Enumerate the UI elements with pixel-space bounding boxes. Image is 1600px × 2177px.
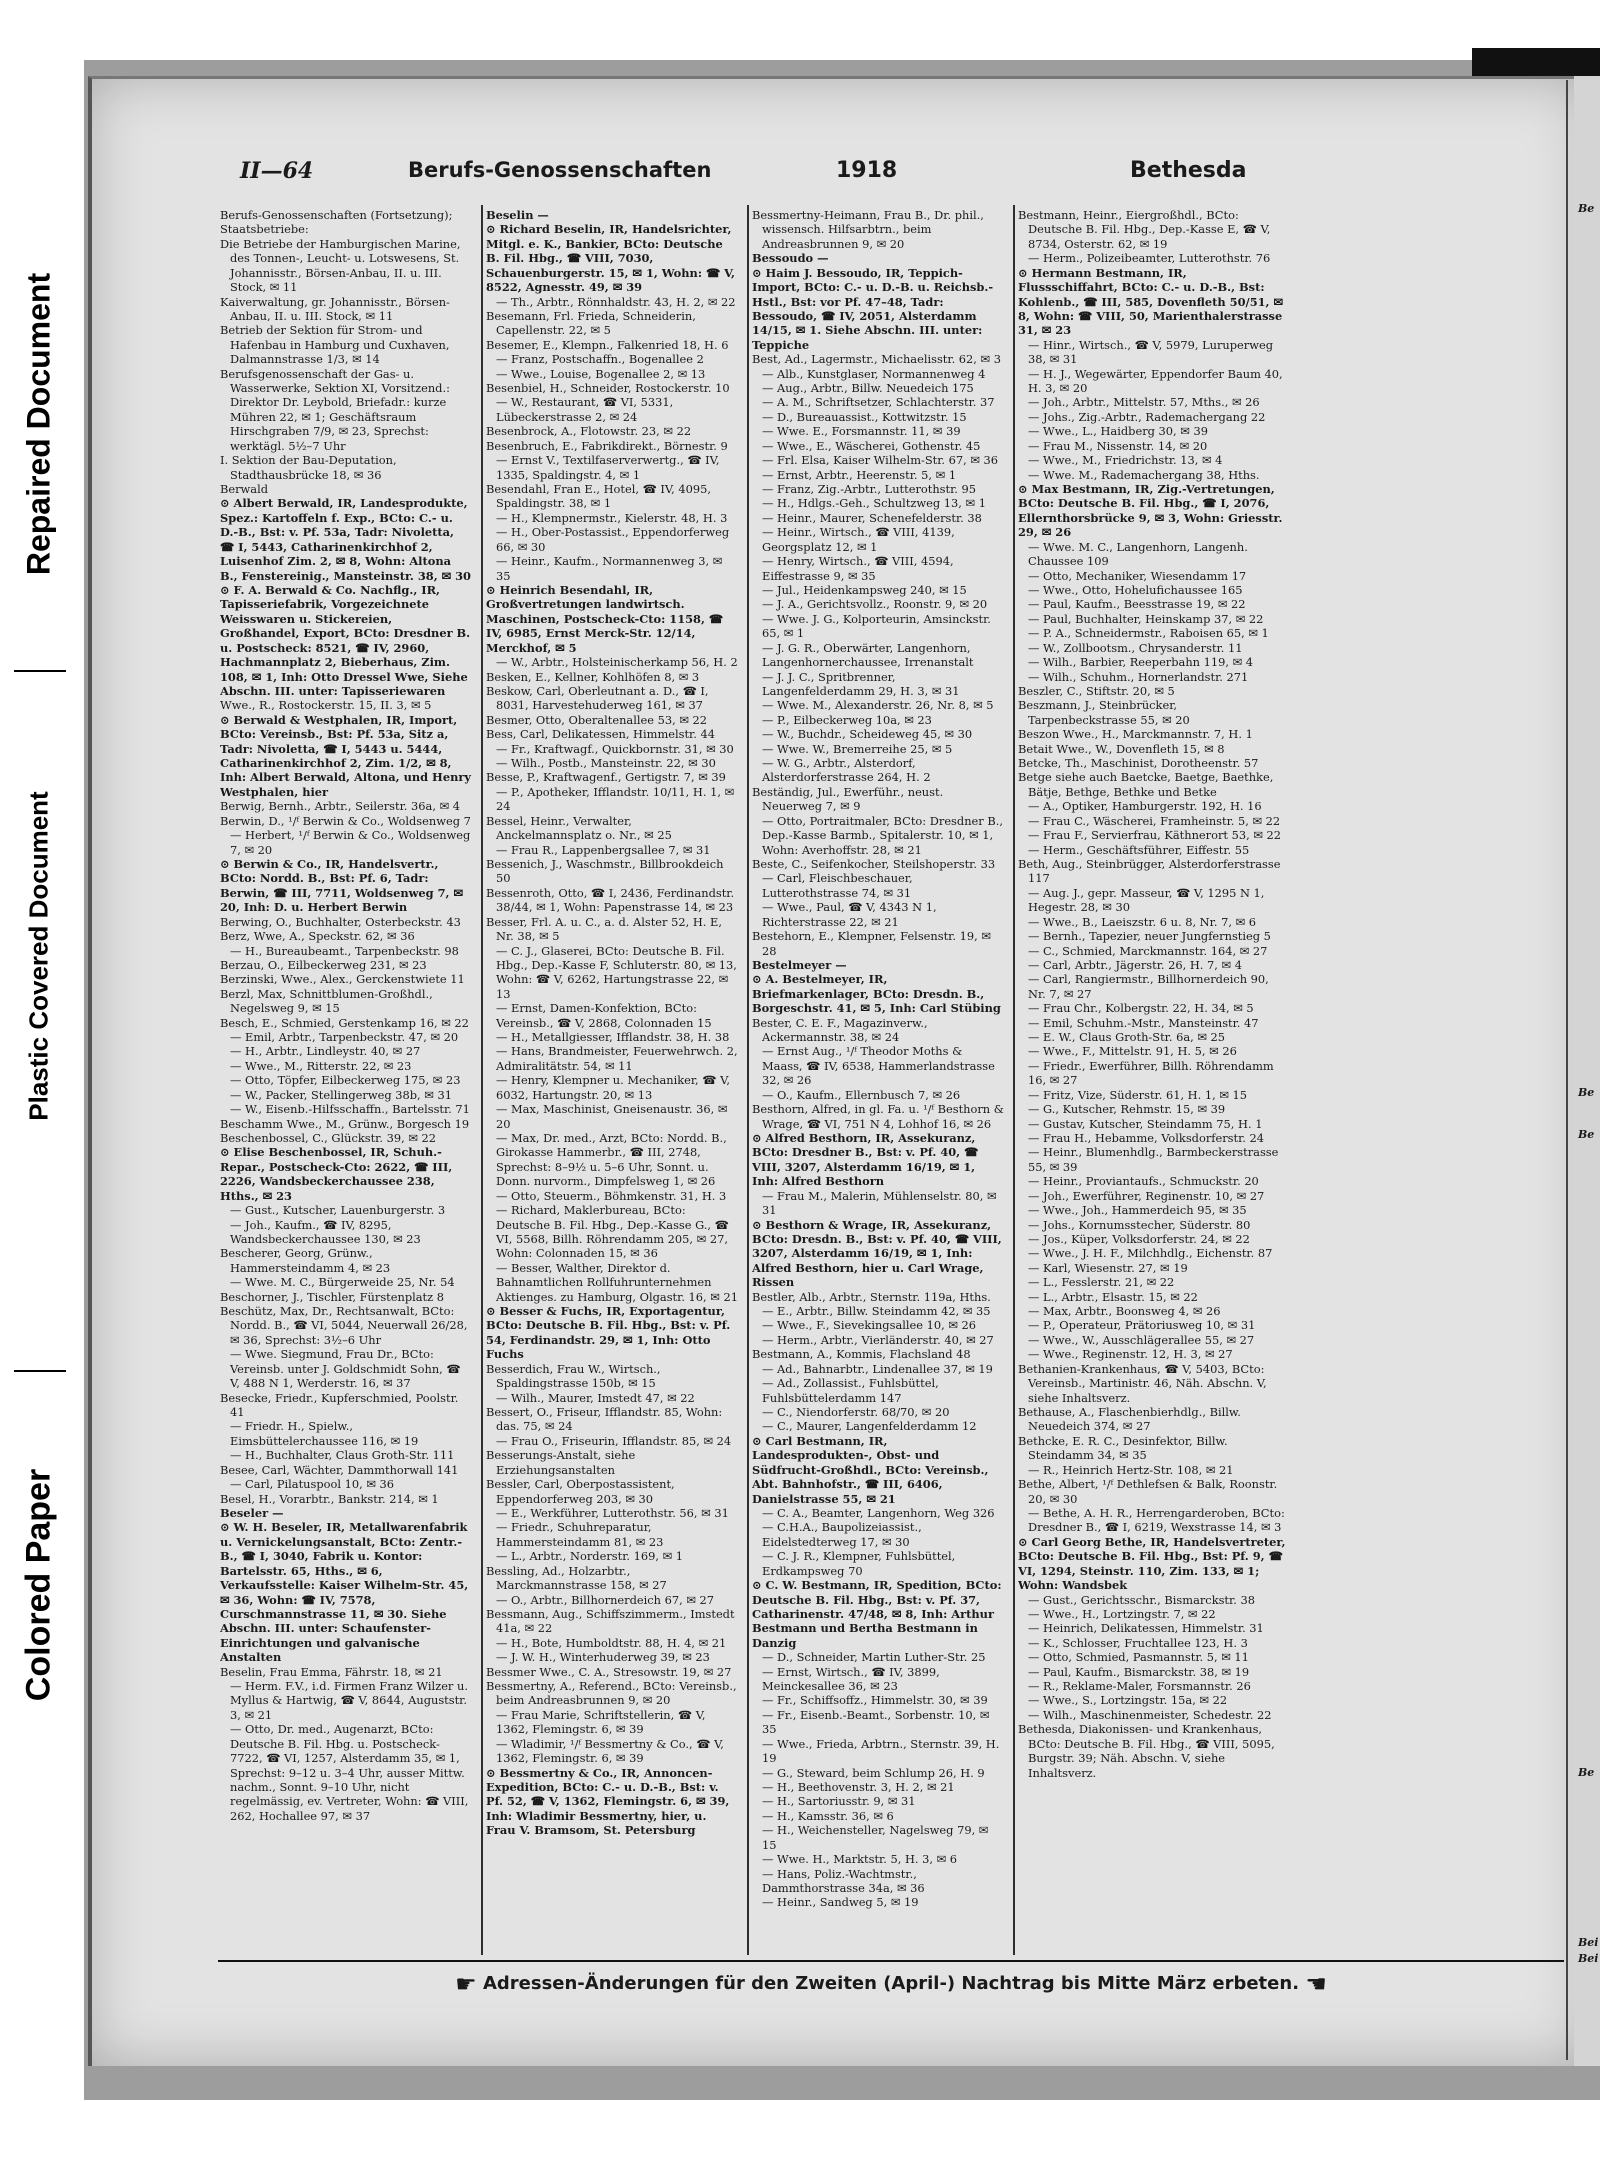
footer-notice <box>218 1970 1564 1998</box>
directory-entry: Bessler, Carl, Oberpostassistent, Eppendorferweg 203, ✉ 30 <box>486 1477 675 1506</box>
directory-entry: — Herm., Polizeibeamter, Lutterothstr. 76 <box>1028 251 1271 266</box>
directory-entry: — J. J. C., Spritbrenner, Langenfelderdamm 29, H. 3, ✉ 31 <box>762 669 960 698</box>
directory-entry: — H., Kamsstr. 36, ✉ 6 <box>762 1808 894 1823</box>
directory-entry: — Gust., Kutscher, Lauenburgerstr. 3 <box>230 1203 446 1218</box>
directory-entry: — Frl. Elsa, Kaiser Wilhelm-Str. 67, ✉ 36 <box>762 453 999 468</box>
directory-entry: — Wwe., B., Laeiszstr. 6 u. 8, Nr. 7, ✉ 6 <box>1028 914 1256 929</box>
directory-entry: Berwald <box>220 482 269 497</box>
sidebar-label-colored-paper: Colored Paper <box>19 1468 58 1702</box>
directory-entry: — Wwe., Reginenstr. 12, H. 3, ✉ 27 <box>1028 1347 1233 1362</box>
directory-entry: Berwig, Bernh., Arbtr., Seilerstr. 36a, ✉ 4 <box>220 799 460 814</box>
directory-entry: — P., Apotheker, Ifflandstr. 10/11, H. 1, ✉ 24 <box>496 784 735 814</box>
directory-entry: — Wwe., W., Ausschlägerallee 55, ✉ 27 <box>1028 1332 1255 1347</box>
directory-entry: Bessel, Heinr., Verwalter, Anckelmannsplatz o. Nr., ✉ 25 <box>486 813 672 843</box>
directory-entry: — Jul., Heidenkampsweg 240, ✉ 15 <box>762 582 967 597</box>
directory-entry: — Wwe. M. C., Langenhorn, Langenh. Chaussee 109 <box>1028 539 1248 569</box>
directory-entry: — Heinr., Wirtsch., ☎ VIII, 4139, Georgsplatz 12, ✉ 1 <box>762 525 955 554</box>
directory-entry: — Wwe., Paul, ☎ V, 4343 N 1, Richterstrasse 22, ✉ 21 <box>762 900 937 929</box>
directory-entry: — Ernst, Arbtr., Heerenstr. 5, ✉ 1 <box>762 467 957 482</box>
directory-entry: — Heinr., Proviantaufs., Schmuckstr. 20 <box>1028 1174 1259 1189</box>
directory-entry: — P. A., Schneidermstr., Raboisen 65, ✉ 1 <box>1028 626 1269 641</box>
directory-entry: — Emil, Arbtr., Tarpenbeckstr. 47, ✉ 20 <box>230 1030 459 1045</box>
directory-entry: — Frau C., Wäscherei, Framheinstr. 5, ✉ 22 <box>1028 813 1281 828</box>
directory-entry: — Wwe. M., Rademachergang 38, Hths. <box>1028 467 1260 482</box>
directory-entry: — Ad., Bahnarbtr., Lindenallee 37, ✉ 19 <box>762 1361 993 1376</box>
directory-entry: ⊙ W. H. Beseler, IR, Metallwarenfabrik u. Vernickelungsanstalt, BCto: Zentr.-B., ☎ I, 3040, Fabrik u. Kontor: Bartelsstr. 65, Hths., ✉ 6, Verkaufsstelle: Kaiser Wilhelm-Str. 45, ✉ 36, Wohn: ☎ IV, 7578, Curschmannstrasse 11, ✉ 30. Siehe Abschn. III. unter: Schaufenster-Einrichtungen und galvanische Anstalten <box>220 1520 469 1665</box>
directory-entry: — C.H.A., Baupolizeiassist., Eidelstedterweg 17, ✉ 30 <box>762 1520 922 1549</box>
directory-entry: — Wwe., F., Sievekingsallee 10, ✉ 26 <box>762 1318 977 1333</box>
directory-entry: — D., Bureauassist., Kottwitzstr. 15 <box>762 409 967 424</box>
directory-entry: — Jos., Küper, Volksdorferstr. 24, ✉ 22 <box>1028 1231 1250 1246</box>
directory-entry: — Wwe., E., Wäscherei, Gothenstr. 45 <box>762 438 981 453</box>
directory-entry: — Frau Marie, Schriftstellerin, ☎ V, 1362, Flemingstr. 6, ✉ 39 <box>496 1707 706 1737</box>
directory-entry: ⊙ Berwin & Co., IR, Handelsvertr., BCto: Nordd. B., Bst: Pf. 6, Tadr: Berwin, ☎ III, 7711, Woldsenweg 7, ✉ 20, Inh: D. u. Herbert Berwin <box>220 856 464 915</box>
directory-entry: Berwin, D., ¹/ᶠ Berwin & Co., Woldsenweg 7 <box>220 813 471 828</box>
directory-entry: — A., Optiker, Hamburgerstr. 192, H. 16 <box>1028 799 1262 814</box>
directory-entry: Staatsbetriebe: <box>220 222 309 237</box>
directory-entry: Bestehorn, E., Klempner, Felsenstr. 19, ✉ 28 <box>752 929 991 958</box>
directory-entry: — Richard, Maklerbureau, BCto: Deutsche B. Fil. Hbg., Dep.-Kasse G., ☎ VI, 5568, Billh. Röhrendamm 205, ✉ 27, Wohn: Colonnaden 15, ✉ 36 <box>496 1203 729 1261</box>
directory-entry: Betrieb der Sektion für Strom- und Hafenbau in Hamburg und Cuxhaven, Dalmannstrasse 1/3, ✉ 14 <box>220 323 450 367</box>
adjacent-page-fragment: Bei <box>1578 1936 1599 1949</box>
directory-entry: ⊙ Bessmertny & Co., IR, Annoncen-Expedition, BCto: C.- u. D.-B., Bst: v. Pf. 52, ☎ V, 1362, Flemingstr. 6, ✉ 39, Inh: Wladimir Bessmertny, hier, u. Frau V. Bramsom, St. Petersburg <box>486 1765 730 1838</box>
adjacent-page-fragment: Bei <box>1578 1952 1599 1965</box>
directory-entry: ⊙ Carl Georg Bethe, IR, Handelsvertreter, BCto: Deutsche B. Fil. Hbg., Bst: Pf. 9, ☎ VI, 1294, Steinstr. 110, Zim. 133, ✉ 1; Wohn: Wandsbek <box>1018 1534 1286 1593</box>
column-divider <box>747 205 749 1955</box>
directory-entry: — Otto, Steuerm., Böhmkenstr. 31, H. 3 <box>496 1188 727 1203</box>
directory-entry: Bessmann, Aug., Schiffszimmerm., Imstedt 41a, ✉ 22 <box>486 1606 735 1636</box>
directory-entry: — Fr., Schiffsoffz., Himmelstr. 30, ✉ 39 <box>762 1693 988 1708</box>
directory-entry: — Frau O., Friseurin, Ifflandstr. 85, ✉ 24 <box>496 1433 732 1448</box>
directory-entry: Bestmann, Heinr., Eiergroßhdl., BCto: Deutsche B. Fil. Hbg., Dep.-Kasse E, ☎ V, 8734, Osterstr. 62, ✉ 19 <box>1018 208 1271 251</box>
directory-entry: — Paul, Buchhalter, Heinskamp 37, ✉ 22 <box>1028 611 1264 626</box>
directory-entry: Besemann, Frl. Frieda, Schneiderin, Capellenstr. 22, ✉ 5 <box>486 308 696 338</box>
directory-entry: — G., Steward, beim Schlump 26, H. 9 <box>762 1765 985 1780</box>
directory-entry: — Fr., Kraftwagf., Quickbornstr. 31, ✉ 30 <box>496 741 734 756</box>
directory-entry: — Besser, Walther, Direktor d. Bahnamtlichen Rollfuhrunternehmen Aktienges. zu Hamburg, Olgastr. 16, ✉ 21 <box>496 1260 738 1304</box>
directory-entry: — Henry, Wirtsch., ☎ VIII, 4594, Eiffestrasse 9, ✉ 35 <box>762 554 954 583</box>
directory-entry: — P., Eilbeckerweg 10a, ✉ 23 <box>762 712 932 727</box>
directory-entry: — Friedr., Schuhreparatur, Hammersteindamm 81, ✉ 23 <box>496 1520 664 1549</box>
directory-entry: — H., Bureaubeamt., Tarpenbeckstr. 98 <box>230 943 459 958</box>
directory-entry: — Aug., Arbtr., Billw. Neuedeich 175 <box>762 381 974 396</box>
directory-entry: Besenbruch, E., Fabrikdirekt., Börnestr. 9 <box>486 438 728 453</box>
adjacent-page-rule <box>1566 80 1568 2060</box>
directory-entry: — Franz, Zig.-Arbtr., Lutterothstr. 95 <box>762 482 977 497</box>
sidebar-label-plastic-covered: Plastic Covered Document <box>23 791 54 1121</box>
directory-entry: ⊙ C. W. Bestmann, IR, Spedition, BCto: Deutsche B. Fil. Hbg., Bst: v. Pf. 37, Catharinenstr. 47/48, ✉ 8, Inh: Arthur Bestmann und Bertha Bestmann in Danzig <box>752 1578 1002 1650</box>
page-range-end: Bethesda <box>1130 158 1247 183</box>
directory-entry: — H., Bote, Humboldtstr. 88, H. 4, ✉ 21 <box>496 1635 727 1650</box>
directory-entry: Bessoudo — <box>752 251 829 266</box>
directory-entry: ⊙ Max Bestmann, IR, Zig.-Vertretungen, BCto: Deutsche B. Fil. Hbg., ☎ I, 2076, Ellernthorsbrücke 9, ✉ 3, Wohn: Griesstr. 29, ✉ 26 <box>1018 482 1283 540</box>
directory-entry: — G., Kutscher, Rehmstr. 15, ✉ 39 <box>1028 1102 1226 1117</box>
directory-entry: — Hans, Brandmeister, Feuerwehrwch. 2, Admiralitätstr. 54, ✉ 11 <box>496 1044 738 1073</box>
directory-entry: — Carl, Rangiermstr., Billhornerdeich 90, Nr. 7, ✉ 27 <box>1028 972 1269 1001</box>
directory-entry: Bethesda, Diakonissen- und Krankenhaus, BCto: Deutsche B. Fil. Hbg., ☎ VIII, 5095, Burgstr. 39; Näh. Abschn. V, siehe Inhaltsverz. <box>1018 1722 1275 1780</box>
directory-entry: — Frau Chr., Kolbergstr. 22, H. 34, ✉ 5 <box>1028 1001 1254 1016</box>
directory-entry: Bethe, Albert, ¹/ᶠ Dethlefsen & Balk, Roonstr. 20, ✉ 30 <box>1018 1477 1278 1506</box>
directory-entry: — L., Fesslerstr. 21, ✉ 22 <box>1028 1275 1175 1290</box>
directory-entry: Bessmertny-Heimann, Frau B., Dr. phil., wissensch. Hilfsarbtrn., beim Andreasbrunnen 9, ✉ 20 <box>752 208 984 251</box>
directory-entry: — H., Arbtr., Lindleystr. 40, ✉ 27 <box>230 1044 421 1059</box>
directory-entry: — Wwe., L., Haidberg 30, ✉ 39 <box>1028 424 1208 439</box>
directory-entry: — Heinr., Blumenhdlg., Barmbeckerstrasse 55, ✉ 39 <box>1028 1145 1279 1174</box>
directory-entry: — H., Hdlgs.-Geh., Schultzweg 13, ✉ 1 <box>762 496 986 511</box>
directory-entry: — Heinrich, Delikatessen, Himmelstr. 31 <box>1028 1621 1264 1636</box>
directory-entry: Bessenich, J., Waschmstr., Billbrookdeich 50 <box>486 856 724 886</box>
directory-entry: — Frau H., Hebamme, Volksdorferstr. 24 <box>1028 1131 1265 1145</box>
directory-entry: Best, Ad., Lagermstr., Michaelisstr. 62, ✉ 3 <box>752 352 1001 367</box>
directory-entry: — Bethe, A. H. R., Herrengarderoben, BCto: Dresdner B., ☎ I, 6219, Wexstrasse 14, ✉ 3 <box>1028 1505 1285 1535</box>
directory-entry: — Fr., Eisenb.-Beamt., Sorbenstr. 10, ✉ 35 <box>762 1707 990 1737</box>
directory-entry: — Carl, Pilatuspool 10, ✉ 36 <box>230 1477 395 1492</box>
directory-year: 1918 <box>836 158 898 183</box>
directory-entry: — Wwe., S., Lortzingstr. 15a, ✉ 22 <box>1028 1693 1228 1708</box>
directory-entry: — Herm. F.V., i.d. Firmen Franz Wilzer u. Myllus & Hartwig, ☎ V, 8644, Auguststr. 3, ✉ 21 <box>230 1679 468 1722</box>
directory-entry: — J. G. R., Oberwärter, Langenhorn, Langenhornerchaussee, Irrenanstalt <box>762 640 974 670</box>
directory-entry: ⊙ Besser & Fuchs, IR, Exportagentur, BCto: Deutsche B. Fil. Hbg., Bst: v. Pf. 54, Ferdinandstr. 29, ✉ 1, Inh: Otto Fuchs <box>486 1304 731 1362</box>
archive-sidebar <box>0 0 78 2177</box>
directory-entry: — Gust., Gerichtsschr., Bismarckstr. 38 <box>1028 1592 1255 1607</box>
directory-entry: — W., Restaurant, ☎ VI, 5331, Lübeckerstrasse 2, ✉ 24 <box>496 395 674 424</box>
directory-entry: — Friedr., Ewerführer, Billh. Röhrendamm 16, ✉ 27 <box>1028 1058 1274 1088</box>
directory-entry: Betcke, Th., Maschinist, Dorotheenstr. 57 <box>1018 756 1259 771</box>
directory-entry: — C., Niendorferstr. 68/70, ✉ 20 <box>762 1405 950 1420</box>
directory-entry: — Wwe. M. C., Bürgerweide 25, Nr. 54 <box>230 1275 455 1290</box>
directory-entry: — E., Werkführer, Lutterothstr. 56, ✉ 31 <box>496 1505 729 1520</box>
directory-entry: Bethcke, E. R. C., Desinfektor, Billw. Steindamm 34, ✉ 35 <box>1018 1433 1228 1463</box>
directory-entry: — Frau M., Nissenstr. 14, ✉ 20 <box>1028 438 1208 453</box>
directory-entry: — Wwe., H., Lortzingstr. 7, ✉ 22 <box>1028 1606 1216 1621</box>
directory-entry: Berzinski, Wwe., Alex., Gerckenstwiete 11 <box>220 972 465 987</box>
directory-entry: — W., Buchdr., Scheideweg 45, ✉ 30 <box>762 727 973 742</box>
directory-entry: — Joh., Ewerführer, Reginenstr. 10, ✉ 27 <box>1028 1188 1265 1203</box>
directory-entry: — Wwe., M., Ritterstr. 22, ✉ 23 <box>230 1058 412 1073</box>
directory-entry: — Wwe. W., Bremerreihe 25, ✉ 5 <box>762 741 953 756</box>
directory-entry: Beszon Wwe., H., Marckmannstr. 7, H. 1 <box>1018 727 1253 742</box>
directory-entry: — Herm., Geschäftsführer, Eiffestr. 55 <box>1028 842 1250 857</box>
directory-entry: Beskow, Carl, Oberleutnant a. D., ☎ I, 8031, Harvestehuderweg 161, ✉ 37 <box>486 683 709 713</box>
directory-entry: — Wilh., Barbier, Reeperbahn 119, ✉ 4 <box>1028 655 1254 670</box>
directory-entry: — O., Kaufm., Ellernbusch 7, ✉ 26 <box>762 1087 961 1102</box>
directory-entry: — H., Weichensteller, Nagelsweg 79, ✉ 15 <box>762 1823 989 1852</box>
directory-entry: Besel, H., Vorarbtr., Bankstr. 214, ✉ 1 <box>220 1491 439 1506</box>
directory-entry: — Paul, Kaufm., Beesstrasse 19, ✉ 22 <box>1028 597 1246 612</box>
directory-entry: Bessling, Ad., Holzarbtr., Marckmannstrasse 158, ✉ 27 <box>486 1563 667 1593</box>
directory-entry: — W., Arbtr., Holsteinischerkamp 56, H. 2 <box>496 655 738 670</box>
directory-entry: — Henry, Klempner u. Mechaniker, ☎ V, 6032, Hartungstr. 20, ✉ 13 <box>496 1073 730 1102</box>
directory-entry: Beschenbossel, C., Glückstr. 39, ✉ 22 <box>220 1131 436 1145</box>
directory-entry: ⊙ Hermann Bestmann, IR, Flussschiffahrt, BCto: C.- u. D.-B., Bst: Kohlenb., ☎ III, 585, Dovenfleth 50/51, ✉ 8, Wohn: ☎ VIII, 50, Marienthalerstrasse 31, ✉ 23 <box>1018 265 1284 338</box>
directory-entry: Beschorner, J., Tischler, Fürstenplatz 8 <box>220 1289 445 1304</box>
directory-entry: Bessmer Wwe., C. A., Stresowstr. 19, ✉ 27 <box>486 1664 732 1679</box>
directory-entry: Betge siehe auch Baetcke, Baetge, Baethke, Bätje, Bethge, Bethke und Betke <box>1018 770 1274 799</box>
directory-entry: — Franz, Postschaffn., Bogenallee 2 <box>496 352 704 367</box>
sidebar-divider <box>14 670 66 672</box>
directory-column-1 <box>220 208 472 1948</box>
directory-entry: Die Betriebe der Hamburgischen Marine, des Tonnen-, Leucht- u. Lotswesens, St. Johannisstr., Börsen-Anbau, II. u. III. Stock, ✉ 11 <box>220 236 461 295</box>
directory-entry: — J. W. H., Winterhuderweg 39, ✉ 23 <box>496 1650 710 1665</box>
directory-entry: — Joh., Kaufm., ☎ IV, 8295, Wandsbeckerchaussee 130, ✉ 23 <box>230 1217 421 1246</box>
directory-entry: Betait Wwe., W., Dovenfleth 15, ✉ 8 <box>1018 741 1225 756</box>
directory-entry: — Joh., Arbtr., Mittelstr. 57, Mths., ✉ 26 <box>1028 395 1260 410</box>
directory-entry: — Fritz, Vize, Süderstr. 61, H. 1, ✉ 15 <box>1028 1087 1248 1102</box>
directory-entry: — O., Arbtr., Billhornerdeich 67, ✉ 27 <box>496 1592 715 1607</box>
directory-entry: — Frau R., Lappenbergsallee 7, ✉ 31 <box>496 842 711 857</box>
directory-entry: Beste, C., Seifenkocher, Steilshoperstr. 33 <box>752 856 996 871</box>
directory-entry: Bester, C. E. F., Magazinverw., Ackermannstr. 38, ✉ 24 <box>752 1015 928 1045</box>
directory-entry: Bethause, A., Flaschenbierhdlg., Billw. Neuedeich 374, ✉ 27 <box>1018 1405 1241 1434</box>
directory-entry: Berzl, Max, Schnittblumen-Großhdl., Negelsweg 9, ✉ 15 <box>220 986 433 1016</box>
directory-entry: — Otto, Dr. med., Augenarzt, BCto: Deutsche B. Fil. Hbg. u. Postscheck-7722, ☎ VI, 1257, Alsterdamm 35, ✉ 1, Sprechst: 9–12 u. 3–4 Uhr, ausser Mittw. nachm., Sonnt. 9–10 Uhr, nicht regelmässig, ev. Vertreter, Wohn: ☎ VIII, 262, Hochallee 97, ✉ 37 <box>230 1722 469 1823</box>
directory-entry: — Wwe. J. G., Kolporteurin, Amsinckstr. 65, ✉ 1 <box>762 611 991 641</box>
directory-entry: — Heinr., Sandweg 5, ✉ 19 <box>762 1895 919 1910</box>
directory-entry: — H., Buchhalter, Claus Groth-Str. 111 <box>230 1448 455 1463</box>
directory-entry: — Johs., Zig.-Arbtr., Rademachergang 22 <box>1028 409 1266 424</box>
directory-entry: — Th., Arbtr., Rönnhaldstr. 43, H. 2, ✉ 22 <box>496 294 736 309</box>
directory-entry: — Wwe. M., Alexanderstr. 26, Nr. 8, ✉ 5 <box>762 698 994 713</box>
directory-entry: I. Sektion der Bau-Deputation, Stadthausbrücke 18, ✉ 36 <box>220 453 397 482</box>
adjacent-page-fragment: Be <box>1578 1128 1595 1141</box>
directory-entry: — Wilh., Schuhm., Hornerlandstr. 271 <box>1028 669 1249 684</box>
directory-entry: — Wwe., F., Mittelstr. 91, H. 5, ✉ 26 <box>1028 1044 1237 1059</box>
directory-entry: — D., Schneider, Martin Luther-Str. 25 <box>762 1650 986 1665</box>
directory-entry: Beselin, Frau Emma, Fährstr. 18, ✉ 21 <box>220 1664 443 1679</box>
directory-entry: Bessenroth, Otto, ☎ I, 2436, Ferdinandstr. 38/44, ✉ 1, Wohn: Papenstrasse 14, ✉ 23 <box>486 885 735 915</box>
directory-entry: — Heinr., Kaufm., Normannenweg 3, ✉ 35 <box>496 554 723 583</box>
directory-entry: — Wilh., Maurer, Imstedt 47, ✉ 22 <box>496 1390 695 1405</box>
footer-rule <box>218 1960 1564 1962</box>
directory-entry: — Alb., Kunstglaser, Normannenweg 4 <box>762 366 986 381</box>
footer-notice-text: Adressen-Änderungen für den Zweiten (April-) Nachtrag bis Mitte März erbeten. <box>482 1973 1300 1994</box>
directory-entry: — E., Arbtr., Billw. Steindamm 42, ✉ 35 <box>762 1304 991 1319</box>
directory-column-3 <box>752 208 1004 1948</box>
directory-entry: — Wilh., Maschinenmeister, Schedestr. 22 <box>1028 1707 1272 1722</box>
directory-entry: Besee, Carl, Wächter, Dammthorwall 141 <box>220 1462 459 1477</box>
directory-entry: — Heinr., Maurer, Schenefelderstr. 38 <box>762 510 982 525</box>
directory-entry: ⊙ Alfred Besthorn, IR, Assekuranz, BCto: Dresdner B., Bst: v. Pf. 40, ☎ VIII, 3207, Alsterdamm 16/19, ✉ 1, Inh: Alfred Besthorn <box>752 1131 979 1189</box>
directory-entry: — H., Metallgiesser, Ifflandstr. 38, H. 38 <box>496 1030 730 1045</box>
directory-entry: — Otto, Portraitmaler, BCto: Dresdner B., Dep.-Kasse Barmb., Spitalerstr. 10, ✉ 1, Wohn: Averhoffstr. 28, ✉ 21 <box>762 813 1003 857</box>
directory-entry: Bestelmeyer — <box>752 957 847 972</box>
directory-entry: ⊙ Elise Beschenbossel, IR, Schuh.-Repar., Postscheck-Cto: 2622, ☎ III, 2226, Wandsbeckerchaussee 238, Hths., ✉ 23 <box>220 1145 453 1203</box>
directory-entry: — Herbert, ¹/ᶠ Berwin & Co., Woldsenweg 7, ✉ 20 <box>230 828 471 857</box>
directory-entry: — R., Heinrich Hertz-Str. 108, ✉ 21 <box>1028 1462 1234 1477</box>
directory-entry: — Gustav, Kutscher, Steindamm 75, H. 1 <box>1028 1116 1263 1131</box>
directory-column-2 <box>486 208 738 1948</box>
directory-entry: — Frau F., Servierfrau, Käthnerort 53, ✉ 22 <box>1028 828 1282 843</box>
directory-entry: Besecke, Friedr., Kupferschmied, Poolstr. 41 <box>220 1390 459 1420</box>
directory-entry: Besenbiel, H., Schneider, Rostockerstr. 10 <box>486 381 730 396</box>
directory-entry: — H., Sartoriusstr. 9, ✉ 31 <box>762 1794 916 1809</box>
sidebar-divider <box>14 1370 66 1372</box>
directory-entry: — Wwe., Frieda, Arbtrn., Sternstr. 39, H. 19 <box>762 1736 1000 1766</box>
directory-entry: — Ernst Aug., ¹/ᶠ Theodor Moths & Maass, ☎ IV, 6538, Hammerlandstrasse 32, ✉ 26 <box>762 1044 995 1088</box>
directory-entry: — K., Schlosser, Fruchtallee 123, H. 3 <box>1028 1635 1248 1650</box>
directory-entry: — P., Operateur, Prätoriusweg 10, ✉ 31 <box>1028 1318 1256 1333</box>
directory-entry: Berufs-Genossenschaften (Fortsetzung); <box>220 208 453 222</box>
directory-entry: Besthorn, Alfred, in gl. Fa. u. ¹/ᶠ Besthorn & Wrage, ☎ VI, 751 N 4, Lohhof 16, ✉ 26 <box>752 1102 1004 1131</box>
directory-entry: — C. A., Beamter, Langenhorn, Weg 326 <box>762 1505 995 1520</box>
directory-entry: ⊙ Heinrich Besendahl, IR, Großvertretungen landwirtsch. Maschinen, Postscheck-Cto: 1158, ☎ IV, 6985, Ernst Merck-Str. 12/14, Merckhof, ✉ 5 <box>486 582 724 655</box>
directory-column-4 <box>1018 208 1288 1948</box>
directory-entry: — Max, Arbtr., Boonsweg 4, ✉ 26 <box>1028 1304 1221 1319</box>
directory-entry: Beszler, C., Stiftstr. 20, ✉ 5 <box>1018 683 1175 698</box>
directory-entry: Besemer, E., Klempn., Falkenried 18, H. 6 <box>486 337 729 352</box>
pointing-hand-right-icon: ☚ <box>1305 1970 1327 1998</box>
column-divider <box>1013 205 1015 1955</box>
directory-entry: — Carl, Arbtr., Jägerstr. 26, H. 7, ✉ 4 <box>1028 957 1242 972</box>
directory-entry: Berzau, O., Eilbeckerweg 231, ✉ 23 <box>220 957 427 972</box>
directory-entry: — Bernh., Tapezier, neuer Jungfernstieg 5 <box>1028 929 1271 944</box>
directory-entry: Berz, Wwe, A., Speckstr. 62, ✉ 36 <box>220 929 415 944</box>
directory-entry: — R., Reklame-Maler, Forsmannstr. 26 <box>1028 1679 1251 1694</box>
directory-entry: Besse, P., Kraftwagenf., Gertigstr. 7, ✉ 39 <box>486 770 726 785</box>
directory-entry: — Friedr. H., Spielw., Eimsbüttelerchaussee 116, ✉ 19 <box>230 1419 419 1448</box>
directory-entry: Bestler, Alb., Arbtr., Sternstr. 119a, Hths. <box>752 1289 991 1304</box>
directory-entry: — H., Klempnermstr., Kielerstr. 48, H. 3 <box>496 510 728 525</box>
directory-entry: — Paul, Kaufm., Bismarckstr. 38, ✉ 19 <box>1028 1664 1250 1679</box>
directory-entry: ⊙ Berwald & Westphalen, IR, Import, BCto: Vereinsb., Bst: Pf. 53a, Sitz a, Tadr: Nivoletta, ☎ I, 5443 u. 5444, Catharinenkirchhof 2, Zim. 1/2, ✉ 8, Inh: Albert Berwald, Altona, und Henry Westphalen, hier <box>220 712 471 799</box>
directory-entry: — C. J., Glaserei, BCto: Deutsche B. Fil. Hbg., Dep.-Kasse F, Schluterstr. 80, ✉ 13, Wohn: ☎ V, 6262, Hartungstrasse 22, ✉ 13 <box>496 943 737 1001</box>
directory-entry: Beszmann, J., Steinbrücker, Tarpenbeckstrasse 55, ✉ 20 <box>1018 698 1190 727</box>
adjacent-page-fragment: Be <box>1578 1766 1595 1779</box>
directory-entry: — Carl, Fleischbeschauer, Lutterothstrasse 74, ✉ 31 <box>762 871 913 900</box>
directory-entry: — Wladimir, ¹/ᶠ Bessmertny & Co., ☎ V, 1362, Flemingstr. 6, ✉ 39 <box>496 1736 724 1766</box>
column-divider <box>481 205 483 1955</box>
directory-entry: — Wwe. H., Marktstr. 5, H. 3, ✉ 6 <box>762 1852 958 1867</box>
directory-entry: — Ad., Zollassist., Fuhlsbüttel, Fuhlsbüttelerdamm 147 <box>762 1376 939 1405</box>
directory-entry: — W., Zollbootsm., Chrysanderstr. 11 <box>1028 640 1243 655</box>
sidebar-label-repaired: Repaired Document <box>20 272 57 576</box>
directory-entry: — Otto, Schmied, Pasmannstr. 5, ✉ 11 <box>1028 1650 1249 1665</box>
directory-entry: — E. W., Claus Groth-Str. 6a, ✉ 25 <box>1028 1030 1226 1045</box>
directory-entry: — Max, Maschinist, Gneisenaustr. 36, ✉ 20 <box>496 1102 728 1131</box>
directory-entry: — H. J., Wegewärter, Eppendorfer Baum 40, H. 3, ✉ 20 <box>1028 366 1283 396</box>
directory-entry: Beschamm Wwe., M., Grünw., Borgesch 19 <box>220 1116 470 1131</box>
directory-entry: — Hans, Poliz.-Wachtmstr., Dammthorstrasse 34a, ✉ 36 <box>762 1866 925 1895</box>
directory-entry: Beth, Aug., Steinbrügger, Alsterdorferstrasse 117 <box>1018 856 1281 886</box>
directory-entry: — Aug. J., gepr. Masseur, ☎ V, 1295 N 1, Hegestr. 28, ✉ 30 <box>1028 885 1265 915</box>
adjacent-page-fragment: Be <box>1578 1086 1595 1099</box>
directory-entry: — H., Ober-Postassist., Eppendorferweg 66, ✉ 30 <box>496 525 730 554</box>
directory-entry: — L., Arbtr., Norderstr. 169, ✉ 1 <box>496 1549 684 1564</box>
directory-entry: — Otto, Mechaniker, Wiesendamm 17 <box>1028 568 1247 583</box>
directory-entry: — A. M., Schriftsetzer, Schlachterstr. 37 <box>762 395 995 410</box>
directory-entry: — W. G., Arbtr., Alsterdorf, Alsterdorferstrasse 264, H. 2 <box>762 756 931 785</box>
directory-entry: ⊙ F. A. Berwald & Co. Nachflg., IR, Tapisseriefabrik, Vorgezeichnete Weisswaren u. Stickereien, Großhandel, Export, BCto: Dresdner B. u. Postscheck: 8521, ☎ IV, 2960, Hachmannplatz 2, Bieberhaus, Zim. 108, ✉ 1, Inh: Otto Dressel Wwe, Siehe Abschn. III. unter: Tapisseriewaren <box>220 582 471 698</box>
directory-entry: Beschütz, Max, Dr., Rechtsanwalt, BCto: Nordd. B., ☎ VI, 5044, Neuerwall 26/28, ✉ 36, Sprechst: 3½–6 Uhr <box>220 1304 468 1347</box>
directory-entry: Bess, Carl, Delikatessen, Himmelstr. 44 <box>486 727 715 742</box>
directory-entry: Beseler — <box>220 1505 284 1520</box>
directory-entry: Bescherer, Georg, Grünw., Hammersteindamm 4, ✉ 23 <box>220 1246 391 1275</box>
directory-entry: — Wwe., Louise, Bogenallee 2, ✉ 13 <box>496 366 706 381</box>
directory-entry: — Wwe., J. H. F., Milchhdlg., Eichenstr. 87 <box>1028 1246 1273 1261</box>
directory-entry: — H., Beethovenstr. 3, H. 2, ✉ 21 <box>762 1779 955 1794</box>
adjacent-page-fragment: Be <box>1578 202 1595 215</box>
directory-entry: ⊙ Carl Bestmann, IR, Landesprodukten-, Obst- und Südfrucht-Großhdl., BCto: Vereinsb., Abt. Bahnhofstr., ☎ III, 6406, Danielstrasse 55, ✉ 21 <box>752 1433 989 1506</box>
directory-entry: — Wwe. E., Forsmannstr. 11, ✉ 39 <box>762 424 961 439</box>
directory-entry: — L., Arbtr., Elsastr. 15, ✉ 22 <box>1028 1289 1198 1304</box>
directory-entry: — Wwe., M., Friedrichstr. 13, ✉ 4 <box>1028 453 1223 468</box>
directory-entry: — J. A., Gerichtsvollz., Roonstr. 9, ✉ 20 <box>762 597 988 612</box>
directory-entry: Berwing, O., Buchhalter, Osterbeckstr. 43 <box>220 914 461 929</box>
directory-entry: — Wwe., Otto, Hohelufichaussee 165 <box>1028 582 1243 597</box>
directory-entry: ⊙ Richard Beselin, IR, Handelsrichter, Mitgl. e. K., Bankier, BCto: Deutsche B. Fil. Hbg., ☎ VIII, 7030, Schauenburgerstr. 15, ✉ 1, Wohn: ☎ V, 8522, Agnesstr. 49, ✉ 39 <box>486 222 735 295</box>
directory-entry: Bessert, O., Friseur, Ifflandstr. 85, Wohn: das. 75, ✉ 24 <box>486 1405 723 1434</box>
directory-entry: — C. J. R., Klempner, Fuhlsbüttel, Erdkampsweg 70 <box>762 1549 956 1578</box>
directory-entry: Besmer, Otto, Oberaltenallee 53, ✉ 22 <box>486 712 708 727</box>
directory-entry: Besken, E., Kellner, Kohlhöfen 8, ✉ 3 <box>486 669 700 684</box>
directory-entry: — C., Schmied, Marckmannstr. 164, ✉ 27 <box>1028 943 1268 958</box>
directory-entry: — Wwe. Siegmund, Frau Dr., BCto: Vereinsb. unter J. Goldschmidt Sohn, ☎ V, 488 N 1, Werderstr. 16, ✉ 37 <box>230 1347 461 1391</box>
directory-entry: — Frau M., Malerin, Mühlenselstr. 80, ✉ 31 <box>762 1188 997 1218</box>
directory-entry: Besserungs-Anstalt, siehe Erziehungsanstalten <box>486 1448 636 1477</box>
directory-entry: — Wwe., Joh., Hammerdeich 95, ✉ 35 <box>1028 1203 1247 1218</box>
directory-entry: — Herm., Arbtr., Vierländerstr. 40, ✉ 27 <box>762 1332 994 1347</box>
directory-entry: Bestmann, A., Kommis, Flachsland 48 <box>752 1347 971 1362</box>
directory-entry: ⊙ Albert Berwald, IR, Landesprodukte, Spez.: Kartoffeln f. Exp., BCto: C.- u. D.-B., Bst: v. Pf. 53a, Tadr: Nivoletta, ☎ I, 5443, Catharinenkirchhof 2, Luisenhof Zim. 2, ✉ 8, Wohn: Altona B., Fenstereinig., Mansteinstr. 38, ✉ 30 <box>220 496 471 583</box>
directory-entry: — Otto, Töpfer, Eilbeckerweg 175, ✉ 23 <box>230 1073 461 1088</box>
directory-entry: Bessmertny, A., Referend., BCto: Vereinsb., beim Andreasbrunnen 9, ✉ 20 <box>486 1679 737 1708</box>
page-number: II—64 <box>240 158 314 184</box>
directory-entry: Besser, Frl. A. u. C., a. d. Alster 52, H. E, Nr. 38, ✉ 5 <box>486 914 722 944</box>
directory-entry: Bethanien-Krankenhaus, ☎ V, 5403, BCto: Vereinsb., Martinistr. 46, Näh. Abschn. V, siehe Inhaltsverz. <box>1018 1361 1267 1405</box>
pointing-hand-left-icon: ☛ <box>455 1970 477 1998</box>
directory-entry: ⊙ Haim J. Bessoudo, IR, Teppich-Import, BCto: C.- u. D.-B. u. Reichsb.-Hstl., Bst: vor Pf. 47–48, Tadr: Bessoudo, ☎ IV, 2051, Alsterdamm 14/15, ✉ 1. Siehe Abschn. III. unter: Teppiche <box>752 265 994 352</box>
directory-entry: Beständig, Jul., Ewerführ., neust. Neuerweg 7, ✉ 9 <box>752 784 944 814</box>
directory-entry: Besserdich, Frau W., Wirtsch., Spaldingstrasse 150b, ✉ 15 <box>486 1361 661 1391</box>
directory-entry: Berufsgenossenschaft der Gas- u. Wasserwerke, Sektion XI, Vorsitzend.: Direktor Dr. Leybold, Briefadr.: kurze Mühren 22, ✉ 1; Geschäftsraum Hirschgraben 7/9, ✉ 23, Sprechst: werktägl. 5½–7 Uhr <box>220 366 450 453</box>
directory-entry: — Ernst V., Textilfaserverwertg., ☎ IV, 1335, Spaldingstr. 4, ✉ 1 <box>496 453 720 482</box>
directory-entry: Besch, E., Schmied, Gerstenkamp 16, ✉ 22 <box>220 1015 469 1030</box>
directory-entry: — Johs., Kornumsstecher, Süderstr. 80 <box>1028 1217 1251 1232</box>
directory-entry: Besendahl, Fran E., Hotel, ☎ IV, 4095, Spaldingstr. 38, ✉ 1 <box>486 482 711 511</box>
adjacent-page-strip <box>1574 76 1600 2066</box>
directory-entry: ⊙ A. Bestelmeyer, IR, Briefmarkenlager, BCto: Dresdn. B., Borgeschstr. 41, ✉ 5, Inh: Carl Stübing <box>752 972 1001 1016</box>
directory-entry: — Hinr., Wirtsch., ☎ V, 5979, Luruperweg 38, ✉ 31 <box>1028 337 1274 367</box>
directory-entry: — Wilh., Postb., Mansteinstr. 22, ✉ 30 <box>496 756 716 771</box>
directory-entry: — Karl, Wiesenstr. 27, ✉ 19 <box>1028 1260 1188 1275</box>
section-title: Berufs-Genossenschaften <box>408 158 712 182</box>
directory-entry: Wwe., R., Rostockerstr. 15, II. 3, ✉ 5 <box>220 698 432 713</box>
directory-entry: Kaiverwaltung, gr. Johannisstr., Börsen-Anbau, II. u. III. Stock, ✉ 11 <box>220 294 450 323</box>
directory-entry: Beselin — <box>486 208 549 222</box>
directory-entry: — W., Packer, Stellingerweg 38b, ✉ 31 <box>230 1087 452 1102</box>
directory-entry: — Ernst, Wirtsch., ☎ IV, 3899, Meinckesallee 36, ✉ 23 <box>762 1664 940 1694</box>
directory-entry: — Max, Dr. med., Arzt, BCto: Nordd. B., Girokasse Hammerbr., ☎ III, 2748, Sprechst: 8–9½ u. 5–6 Uhr, Sonnt. u. Donn. nurvorm., Dimpfelsweg 1, ✉ 26 <box>496 1131 727 1189</box>
directory-entry: — C., Maurer, Langenfelderdamm 12 <box>762 1419 977 1434</box>
directory-entry: — Emil, Schuhm.-Mstr., Mansteinstr. 47 <box>1028 1015 1259 1030</box>
directory-entry: ⊙ Besthorn & Wrage, IR, Assekuranz, BCto: Dresdn. B., Bst: v. Pf. 40, ☎ VIII, 3207, Alsterdamm 16/19, ✉ 1, Inh: Alfred Besthorn, hier u. Carl Wrage, Rissen <box>752 1217 1002 1290</box>
directory-entry: Besenbrock, A., Flotowstr. 23, ✉ 22 <box>486 424 692 439</box>
directory-entry: — W., Eisenb.-Hilfsschaffn., Bartelsstr. 71 <box>230 1102 470 1117</box>
directory-entry: — Ernst, Damen-Konfektion, BCto: Vereinsb., ☎ V, 2868, Colonnaden 15 <box>496 1001 712 1030</box>
